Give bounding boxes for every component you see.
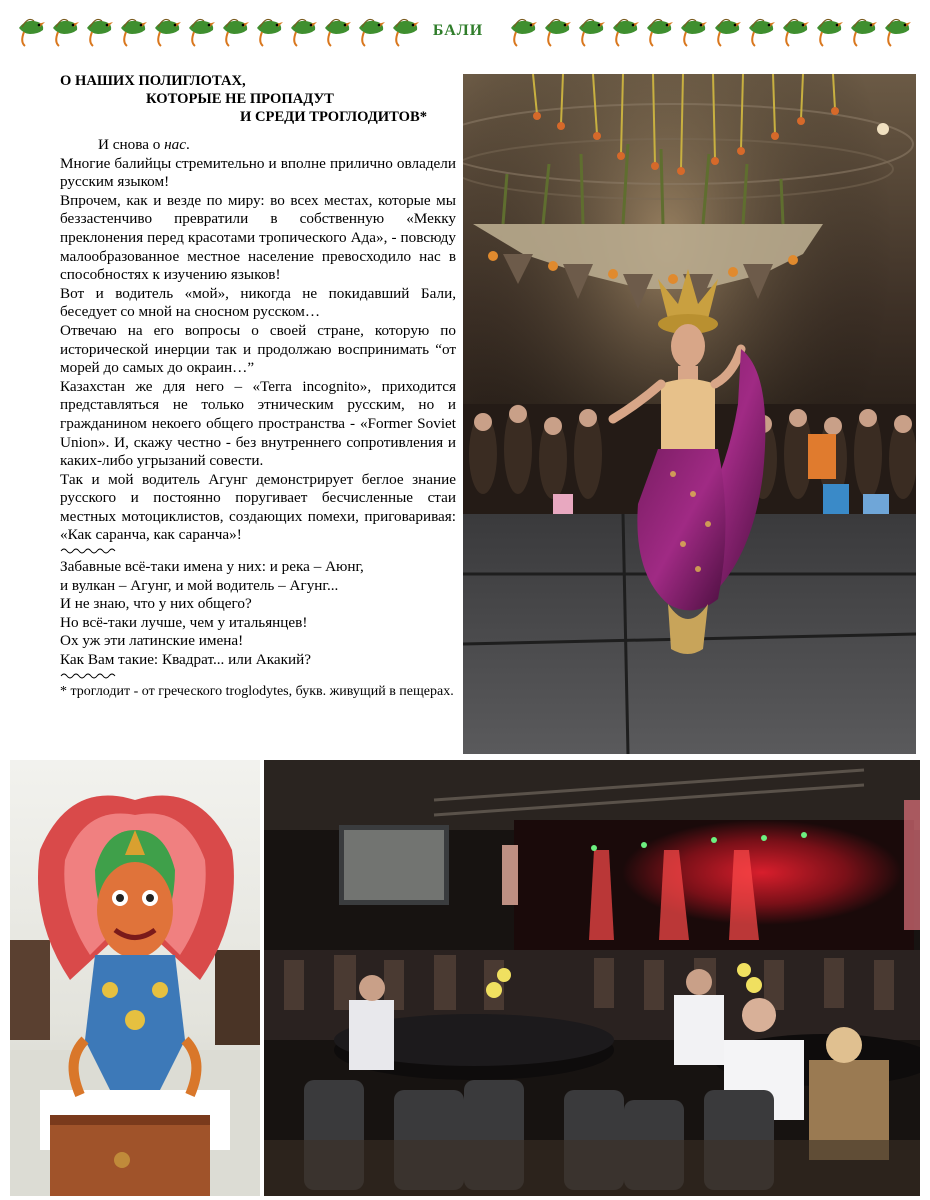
banquet-hall-photo	[264, 760, 920, 1196]
garuda-statue-photo	[10, 760, 260, 1196]
bird-icon	[84, 12, 114, 48]
paragraph: Отвечаю на его вопросы о своей стране, которую по исторической инерции так и продолжаю воспринимать “от морей до самых до окраин…”	[60, 321, 456, 377]
bird-icon	[50, 12, 80, 48]
bird-icon	[288, 12, 318, 48]
paragraph: Казахстан же для него – «Terra incognito», приходится представляться не только этническим русским, но и гражданином некоего общего пространства - «Former Soviet Union». И, скажу честно - без внутреннего сопротивления и каких-либо угрызаний совести.	[60, 377, 456, 470]
footnote: * троглодит - от греческого troglodytes, букв. живущий в пещерах.	[60, 683, 454, 699]
bird-icon	[780, 12, 810, 48]
bird-icon	[152, 12, 182, 48]
verse-line: Как Вам такие: Квадрат... или Акакий?	[60, 651, 312, 669]
bird-icon	[508, 12, 538, 48]
verse-line: Забавные всё-таки имена у них: и река – Аюнг,	[60, 558, 364, 576]
title-line-2: КОТОРЫЕ НЕ ПРОПАДУТ	[146, 91, 334, 107]
paragraph: Вот и водитель «мой», никогда не покидавший Бали, беседует со мной на сносном русском…	[60, 284, 456, 321]
bird-icon	[848, 12, 878, 48]
bird-icon	[576, 12, 606, 48]
bird-icon	[118, 12, 148, 48]
header-ornament-right	[508, 12, 912, 50]
verse-line: и вулкан – Агунг, и мой водитель – Агунг...	[60, 576, 339, 594]
bird-icon	[16, 12, 46, 48]
title-line-3: И СРЕДИ ТРОГЛОДИТОВ*	[240, 109, 428, 125]
bird-icon	[322, 12, 352, 48]
paragraph: Так и мой водитель Агунг демонстрирует беглое знание русского и постоянно поругивает бесчисленные стаи местных мотоциклистов, создающих помехи, приговаривая: «Как саранча, как саранча»!	[60, 470, 456, 544]
bird-icon	[882, 12, 912, 48]
article	[60, 72, 456, 700]
bird-icon	[746, 12, 776, 48]
bird-icon	[356, 12, 386, 48]
bird-icon	[678, 12, 708, 48]
paragraph: Впрочем, как и везде по миру: во всех местах, которые мы беззастенчиво превратили в собственную «Мекку преклонения перед красотами тропического Ада», - повсюду малообразованное местное население превосходило нас в способностях к изучению языков!	[60, 191, 456, 284]
verse-line: Но всё-таки лучше, чем у итальянцев!	[60, 613, 308, 631]
section-title: БАЛИ	[432, 22, 484, 39]
dancer-photo	[463, 74, 916, 754]
tilde-divider	[60, 671, 456, 681]
paragraph: Многие балийцы стремительно и вполне прилично овладели русским языком!	[60, 154, 456, 191]
bird-icon	[814, 12, 844, 48]
header-ornament-left	[16, 12, 420, 50]
verse-line: Ох уж эти латинские имена!	[60, 632, 244, 650]
bird-icon	[186, 12, 216, 48]
tilde-divider	[60, 546, 456, 556]
verse-lines	[60, 558, 456, 670]
lead-paragraph: И снова о нас.	[98, 136, 190, 153]
title-line-1: О НАШИХ ПОЛИГЛОТАХ,	[60, 73, 246, 89]
article-title	[60, 72, 456, 126]
bird-icon	[644, 12, 674, 48]
bird-icon	[542, 12, 572, 48]
verse-line: И не знаю, что у них общего?	[60, 595, 252, 613]
bird-icon	[220, 12, 250, 48]
bird-icon	[712, 12, 742, 48]
bird-icon	[610, 12, 640, 48]
bird-icon	[254, 12, 284, 48]
